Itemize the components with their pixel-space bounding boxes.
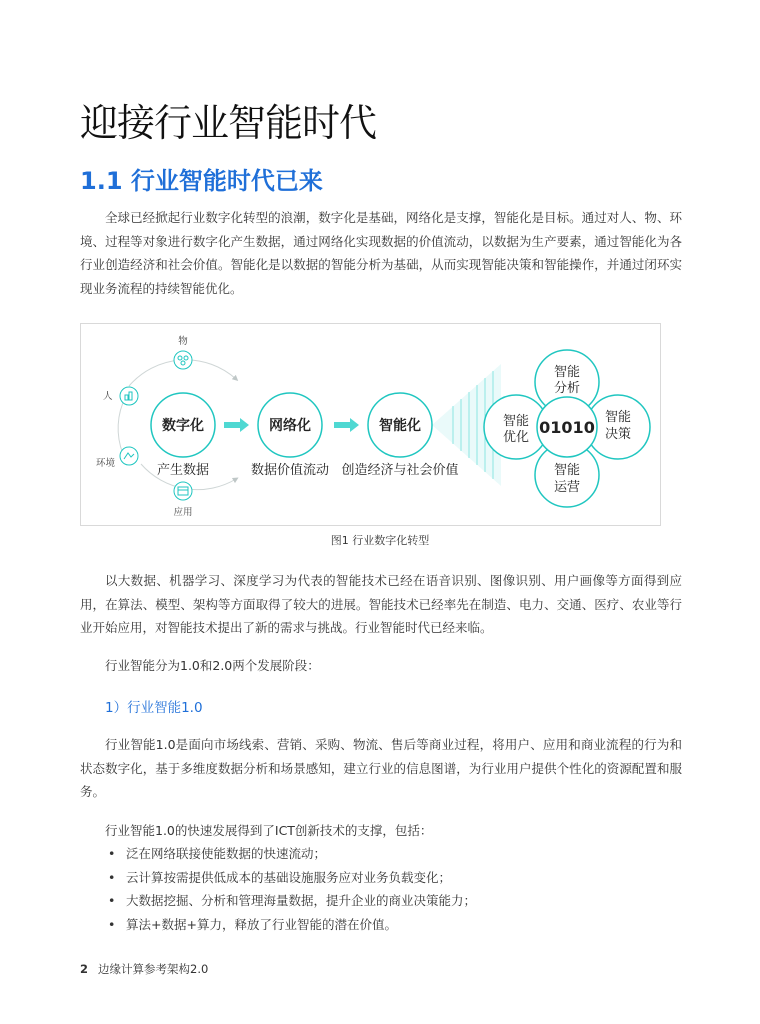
person-icon: [120, 387, 138, 405]
list-item-text: 大数据挖掘、分析和管理海量数据，提升企业的商业决策能力；: [126, 893, 477, 908]
bullet-icon: •: [108, 916, 116, 932]
figure-caption: 图1 行业数字化转型: [330, 534, 430, 547]
digitalization-label: 数字化: [162, 418, 204, 434]
bullet-icon: •: [108, 893, 116, 908]
paragraph-stages: 行业智能分为1.0和2.0两个发展阶段：: [105, 658, 320, 673]
list-item-text: 泛在网络联接使能数据的快速流动；: [126, 846, 327, 861]
environment-icon: [120, 447, 138, 465]
petal-decision-line2: 决策: [604, 427, 632, 442]
center-code: 01010: [539, 418, 595, 437]
caption-generate-data: 产生数据: [156, 463, 210, 478]
bullet-icon: •: [108, 846, 116, 861]
caption-data-value-flow: 数据价值流动: [250, 463, 330, 478]
orbit-label-application: 应用: [173, 507, 193, 518]
list-item: [80, 913, 680, 937]
petal-decision-line1: 智能: [604, 410, 632, 425]
orbit-label-person: 人: [103, 391, 113, 402]
figure-diagram: [81, 324, 660, 525]
bullet-icon: •: [108, 869, 116, 885]
thing-icon: [174, 351, 192, 369]
petal-optimization-line2: 优化: [502, 430, 530, 445]
paragraph-intro: 全球已经掀起行业数字化转型的浪潮，数字化是基础，网络化是支撑，智能化是目标。通过对人、物、环境、过程等对象进行数字化产生数据，通过网络化实现数据的价值流动，以数据为生产要素，通过智能化为各行业创造经济和社会价值。智能化是以数据的智能分析为基础，从而实现智能决策和智能操作，并通过闭环实现业务流程的持续智能优化。: [80, 210, 682, 296]
petal-analysis-line1: 智能: [553, 365, 581, 380]
bullet-list: [80, 842, 680, 936]
subheading-industry-intelligence-1: 1）行业智能1.0: [105, 700, 203, 716]
page-footer: [80, 961, 208, 977]
document-title: 边缘计算参考架构2.0: [98, 962, 209, 976]
orbit-label-environment: 环境: [96, 458, 116, 469]
page-title: 迎接行业智能时代: [80, 101, 377, 145]
section-heading: 1.1 行业智能时代已来: [80, 167, 323, 195]
arrow-icon: [334, 418, 359, 432]
paragraph-industry-intelligence-1: 行业智能1.0是面向市场线索、营销、采购、物流、售后等商业过程，将用户、应用和商业流程的行为和状态数字化，基于多维度数据分析和场景感知，建立行业的信息图谱，为行业用户提供个性化的资源配置和服务。: [80, 737, 682, 799]
paragraph-intelligent-tech: 以大数据、机器学习、深度学习为代表的智能技术已经在语音识别、图像识别、用户画像等方面得到应用，在算法、模型、架构等方面取得了较大的进展。智能技术已经率先在制造、电力、交通、医疗、农业等行业开始应用，对智能技术提出了新的需求与挑战。行业智能时代已经来临。: [80, 573, 682, 635]
figure-digital-transformation: [80, 323, 661, 526]
petal-analysis-line2: 分析: [553, 381, 581, 396]
orbit-arc-left: [118, 396, 126, 454]
caption-create-value: 创造经济与社会价值: [341, 463, 459, 478]
application-icon: [174, 482, 192, 500]
intelligence-label: 智能化: [379, 418, 421, 434]
petal-optimization-line1: 智能: [502, 414, 530, 429]
petal-operation-line2: 运营: [553, 480, 581, 495]
arrow-icon: [224, 418, 249, 432]
list-item: [80, 889, 680, 913]
list-item: [80, 866, 680, 890]
list-item: [80, 842, 680, 866]
networking-label: 网络化: [269, 418, 311, 434]
petal-operation-line1: 智能: [553, 463, 581, 478]
page-number: 2: [80, 962, 89, 976]
list-item-text: 云计算按需提供低成本的基础设施服务应对业务负载变化；: [126, 869, 452, 885]
list-item-text: 算法+数据+算力，释放了行业智能的潜在价值。: [126, 916, 397, 932]
orbit-label-thing: 物: [178, 336, 188, 347]
paragraph-ict-support: 行业智能1.0的快速发展得到了ICT创新技术的支撑，包括：: [105, 823, 433, 838]
